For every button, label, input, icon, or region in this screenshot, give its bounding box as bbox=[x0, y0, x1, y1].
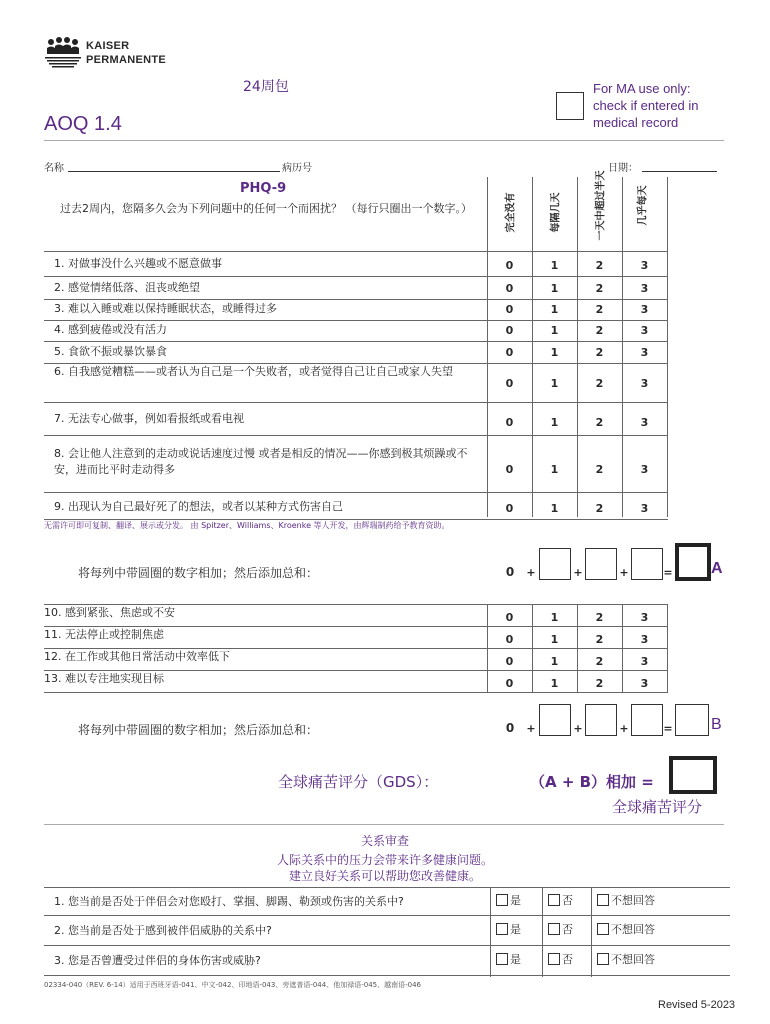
question-text: 1. 对做事没什么兴趣或不愿意做事 bbox=[54, 257, 222, 270]
grid-line bbox=[44, 915, 730, 916]
option-label: 不想回答 bbox=[611, 923, 655, 936]
score-option[interactable]: 2 bbox=[595, 462, 604, 476]
score-option[interactable]: 1 bbox=[550, 346, 559, 359]
sum-b-box-1[interactable] bbox=[539, 704, 571, 736]
relationship-question: 2. 您当前是否处于感到被伴侣威胁的关系中? bbox=[54, 924, 272, 937]
header-divider bbox=[44, 140, 724, 141]
score-option[interactable]: 1 bbox=[550, 282, 559, 295]
checkbox[interactable] bbox=[496, 894, 508, 906]
score-option[interactable]: 3 bbox=[640, 415, 649, 429]
kaiser-logo bbox=[44, 36, 184, 70]
score-option[interactable]: 3 bbox=[640, 258, 649, 272]
option-label: 不想回答 bbox=[611, 953, 655, 966]
score-option[interactable]: 2 bbox=[595, 282, 604, 295]
score-option[interactable]: 3 bbox=[640, 654, 649, 668]
relationship-question: 3. 您是否曾遭受过伴侣的身体伤害或威胁? bbox=[54, 954, 261, 967]
plus-sign: + bbox=[573, 565, 583, 579]
score-option[interactable]: 0 bbox=[505, 610, 514, 624]
grid-line bbox=[44, 492, 668, 493]
yes-option[interactable] bbox=[496, 891, 521, 909]
score-option[interactable]: 0 bbox=[505, 346, 514, 359]
score-option[interactable]: 1 bbox=[550, 632, 559, 646]
grid-line bbox=[44, 975, 730, 976]
no-option[interactable] bbox=[548, 891, 573, 909]
sum-a-box-2[interactable] bbox=[585, 548, 617, 580]
score-b-box[interactable] bbox=[675, 704, 709, 736]
score-a-letter: A bbox=[711, 560, 723, 577]
question-text: 13. 难以专注地实现目标 bbox=[44, 672, 164, 685]
section-divider bbox=[44, 824, 724, 825]
score-option[interactable]: 3 bbox=[640, 346, 649, 359]
no-option[interactable] bbox=[548, 950, 573, 968]
score-option[interactable]: 0 bbox=[505, 501, 514, 515]
grid-line bbox=[44, 435, 668, 436]
score-option[interactable]: 2 bbox=[595, 501, 604, 515]
checkbox[interactable] bbox=[496, 923, 508, 935]
mrn-label: 病历号 bbox=[282, 163, 312, 174]
score-option[interactable]: 0 bbox=[505, 632, 514, 646]
score-option[interactable]: 1 bbox=[550, 501, 559, 515]
sum-a-label: 将每列中带圆圈的数字相加；然后添加总和： bbox=[78, 566, 319, 580]
score-option[interactable]: 2 bbox=[595, 415, 604, 429]
equals-sign: = bbox=[663, 721, 673, 735]
relationship-subtitle-2: 建立良好关系可以帮助您改善健康。 bbox=[288, 869, 481, 883]
grid-line bbox=[490, 887, 491, 977]
score-option[interactable]: 0 bbox=[505, 676, 514, 690]
col-header-nearly-every-day: 几乎每天 bbox=[637, 185, 649, 226]
score-option[interactable]: 3 bbox=[640, 462, 649, 476]
brand-line2: PERMANENTE bbox=[86, 54, 167, 66]
score-option[interactable]: 1 bbox=[550, 462, 559, 476]
score-option[interactable]: 0 bbox=[505, 303, 514, 316]
score-option[interactable]: 0 bbox=[505, 258, 514, 272]
score-option[interactable]: 1 bbox=[550, 610, 559, 624]
checkbox[interactable] bbox=[597, 923, 609, 935]
score-option[interactable]: 3 bbox=[640, 376, 649, 390]
question-text: 12. 在工作或其他日常活动中效率低下 bbox=[44, 650, 230, 663]
grid-line bbox=[542, 887, 543, 977]
gds-caption: 全球痛苦评分 bbox=[612, 798, 703, 816]
question-text: 2. 感觉情绪低落、沮丧或绝望 bbox=[54, 281, 200, 294]
checkbox[interactable] bbox=[597, 894, 609, 906]
score-option[interactable]: 0 bbox=[505, 462, 514, 476]
question-text: 10. 感到紧张、焦虑或不安 bbox=[44, 606, 175, 619]
score-option[interactable]: 2 bbox=[595, 303, 604, 316]
ma-note bbox=[593, 80, 699, 131]
sum-a-zero: 0 bbox=[505, 565, 515, 579]
date-label: 日期： bbox=[608, 163, 638, 174]
yes-option[interactable] bbox=[496, 920, 521, 938]
score-option[interactable]: 2 bbox=[595, 346, 604, 359]
score-option[interactable]: 1 bbox=[550, 415, 559, 429]
name-label: 名称 bbox=[44, 163, 64, 174]
question-text: 6. 自我感觉糟糕——或者认为自己是一个失败者，或者觉得自己让自己或家人失望 bbox=[54, 365, 453, 378]
score-option[interactable]: 0 bbox=[505, 376, 514, 390]
sum-b-zero: 0 bbox=[505, 721, 515, 735]
grid-line bbox=[44, 692, 668, 693]
score-option[interactable]: 0 bbox=[505, 654, 514, 668]
plus-sign: + bbox=[526, 721, 536, 735]
score-option[interactable]: 3 bbox=[640, 610, 649, 624]
grid-line bbox=[591, 887, 592, 977]
question-text: 3. 难以入睡或难以保持睡眠状态，或睡得过多 bbox=[54, 302, 277, 315]
ma-entered-checkbox[interactable] bbox=[556, 92, 584, 120]
date-field[interactable] bbox=[642, 171, 717, 172]
revised-date: Revised 5-2023 bbox=[658, 999, 736, 1011]
score-option[interactable]: 3 bbox=[640, 632, 649, 646]
sum-a-box-3[interactable] bbox=[631, 548, 663, 580]
score-option[interactable]: 3 bbox=[640, 676, 649, 690]
grid-line bbox=[44, 276, 668, 277]
option-label: 是 bbox=[510, 953, 521, 966]
col-header-more-than-half: 一天中超过半天 bbox=[595, 170, 607, 241]
gds-label: 全球痛苦评分（GDS）： bbox=[278, 773, 439, 791]
option-label: 是 bbox=[510, 923, 521, 936]
col-header-several-days: 每隔几天 bbox=[550, 192, 562, 233]
option-label: 否 bbox=[562, 923, 573, 936]
grid-line bbox=[44, 402, 668, 403]
plus-sign: + bbox=[619, 721, 629, 735]
relationship-subtitle-1: 人际关系中的压力会带来许多健康问题。 bbox=[276, 853, 493, 867]
score-option[interactable]: 0 bbox=[505, 282, 514, 295]
question-text: 9. 出现认为自己最好死了的想法，或者以某种方式伤害自己 bbox=[54, 500, 343, 513]
score-option[interactable]: 2 bbox=[595, 610, 604, 624]
score-option[interactable]: 2 bbox=[595, 376, 604, 390]
grid-line bbox=[667, 177, 668, 517]
score-option[interactable]: 3 bbox=[640, 303, 649, 316]
decline-option[interactable] bbox=[597, 920, 655, 938]
sum-b-box-2[interactable] bbox=[585, 704, 617, 736]
ma-note-line: For MA use only: bbox=[593, 81, 691, 96]
option-label: 是 bbox=[510, 894, 521, 907]
score-option[interactable]: 0 bbox=[505, 324, 514, 337]
checkbox[interactable] bbox=[548, 953, 560, 965]
option-label: 否 bbox=[562, 894, 573, 907]
ma-note-line: check if entered in bbox=[593, 98, 699, 113]
score-option[interactable]: 1 bbox=[550, 376, 559, 390]
grid-line bbox=[44, 945, 730, 946]
question-text: 4. 感到疲倦或没有活力 bbox=[54, 323, 167, 336]
option-label: 否 bbox=[562, 953, 573, 966]
score-option[interactable]: 1 bbox=[550, 676, 559, 690]
score-option[interactable]: 3 bbox=[640, 501, 649, 515]
week-label: 24周包 bbox=[243, 79, 289, 95]
grid-line bbox=[44, 887, 730, 888]
question-text: 11. 无法停止或控制焦虑 bbox=[44, 628, 164, 641]
gds-formula: （A + B）相加 = bbox=[530, 773, 654, 791]
decline-option[interactable] bbox=[597, 950, 655, 968]
brand-line1: KAISER bbox=[86, 40, 130, 52]
sum-b-box-3[interactable] bbox=[631, 704, 663, 736]
sum-b-label: 将每列中带圆圈的数字相加；然后添加总和： bbox=[78, 723, 319, 737]
question-text: 5. 食欲不振或暴饮暴食 bbox=[54, 345, 167, 358]
score-option[interactable]: 0 bbox=[505, 415, 514, 429]
checkbox[interactable] bbox=[496, 953, 508, 965]
score-a-box[interactable] bbox=[675, 543, 711, 581]
form-code: 02334-040（REV. 6-14）适用于西班牙语-041、中文-042、印地语-043、旁遮普语-044、他加禄语-045、越南语-046 bbox=[44, 981, 421, 989]
kaiser-logo-icon bbox=[44, 36, 82, 68]
question-text: 7. 无法专心做事，例如看报纸或看电视 bbox=[54, 412, 244, 425]
score-option[interactable]: 1 bbox=[550, 303, 559, 316]
decline-option[interactable] bbox=[597, 891, 655, 909]
equals-sign: = bbox=[663, 565, 673, 579]
plus-sign: + bbox=[526, 565, 536, 579]
checkbox[interactable] bbox=[548, 894, 560, 906]
phq9-instructions: 过去2周内，您隔多久会为下列问题中的任何一个而困扰？ （每行只圈出一个数字。） bbox=[60, 202, 472, 215]
question-text: 8. 会让他人注意到的走动或说话速度过慢 或者是相反的情况——你感到极其烦躁或不安，进而比平时走动得多 bbox=[54, 447, 468, 476]
score-option[interactable]: 3 bbox=[640, 324, 649, 337]
score-option[interactable]: 2 bbox=[595, 632, 604, 646]
score-b-letter: B bbox=[711, 716, 722, 733]
plus-sign: + bbox=[573, 721, 583, 735]
score-option[interactable]: 2 bbox=[595, 676, 604, 690]
phq9-title: PHQ-9 bbox=[240, 181, 287, 196]
score-option[interactable]: 2 bbox=[595, 654, 604, 668]
option-label: 不想回答 bbox=[611, 894, 655, 907]
gds-score-box[interactable] bbox=[669, 756, 717, 794]
checkbox[interactable] bbox=[597, 953, 609, 965]
relationship-title: 关系审查 bbox=[360, 834, 409, 848]
score-option[interactable]: 1 bbox=[550, 654, 559, 668]
form-title: AOQ 1.4 bbox=[44, 113, 122, 135]
col-header-not-at-all: 完全没有 bbox=[505, 192, 517, 233]
grid-line bbox=[44, 251, 668, 252]
score-option[interactable]: 1 bbox=[550, 258, 559, 272]
no-option[interactable] bbox=[548, 920, 573, 938]
ma-note-line: medical record bbox=[593, 115, 679, 130]
plus-sign: + bbox=[619, 565, 629, 579]
score-option[interactable]: 3 bbox=[640, 282, 649, 295]
checkbox[interactable] bbox=[548, 923, 560, 935]
score-option[interactable]: 2 bbox=[595, 324, 604, 337]
relationship-question: 1. 您当前是否处于伴侣会对您殴打、掌掴、脚踢、勒颈或伤害的关系中? bbox=[54, 895, 404, 908]
yes-option[interactable] bbox=[496, 950, 521, 968]
score-option[interactable]: 1 bbox=[550, 324, 559, 337]
sum-a-box-1[interactable] bbox=[539, 548, 571, 580]
phq9-copyright: 无需许可即可复制、翻译、展示或分发。 由 Spitzer、Williams、Kroenke 等人开发，由辉瑞制药给予教育资助。 bbox=[44, 521, 450, 530]
score-option[interactable]: 2 bbox=[595, 258, 604, 272]
name-field[interactable] bbox=[68, 171, 280, 172]
